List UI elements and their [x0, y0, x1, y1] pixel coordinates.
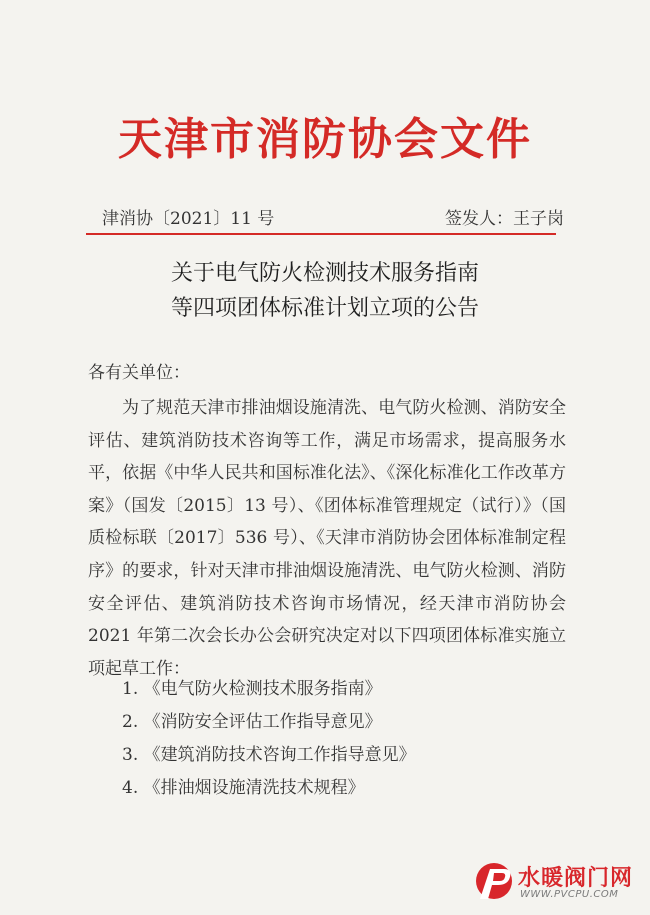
title-line-1: 关于电气防火检测技术服务指南	[170, 261, 479, 286]
list-item: 3. 《建筑消防技术咨询工作指导意见》	[122, 745, 416, 765]
salutation: 各有关单位：	[88, 363, 190, 383]
site-watermark	[470, 857, 640, 909]
watermark-site-name: 水暖阀门网	[518, 866, 634, 891]
list-item: 2. 《消防安全评估工作指导意见》	[122, 712, 382, 732]
document-number: 津消协〔2021〕11 号	[102, 209, 275, 229]
title-line-2: 等四项团体标准计划立项的公告	[170, 296, 479, 321]
watermark-url: WWW.PVCPU.COM	[520, 889, 619, 900]
watermark-logo-icon	[470, 859, 514, 905]
list-item: 4. 《排油烟设施清洗技术规程》	[122, 778, 365, 798]
red-divider	[86, 233, 556, 235]
body-paragraph: 为了规范天津市排油烟设施清洗、电气防火检测、消防安全评估、建筑消防技术咨询等工作，满足市场需求，提高服务水平，依据《中华人民共和国标准化法》、《深化标准化工作改革方案》（国发〔2015〕13 号）、《团体标准管理规定（试行）》（国质检标联〔2017〕536 号）、《天津市消防协会团体标准制定程序》的要求，针对天津市排油烟设施清洗、电气防火检测、消防安全评估、建筑消防技术咨询市场情况，经天津市消防协会 2021 年第二次会长办公会研究决定对以下四项团体标准实施立项起草工作：	[88, 398, 566, 679]
org-title: 天津市消防协会文件	[118, 114, 532, 165]
standards-list	[122, 673, 416, 805]
list-item: 1. 《电气防火检测技术服务指南》	[122, 679, 382, 699]
signer: 签发人：王子岗	[445, 209, 564, 229]
announcement-title	[0, 256, 650, 326]
